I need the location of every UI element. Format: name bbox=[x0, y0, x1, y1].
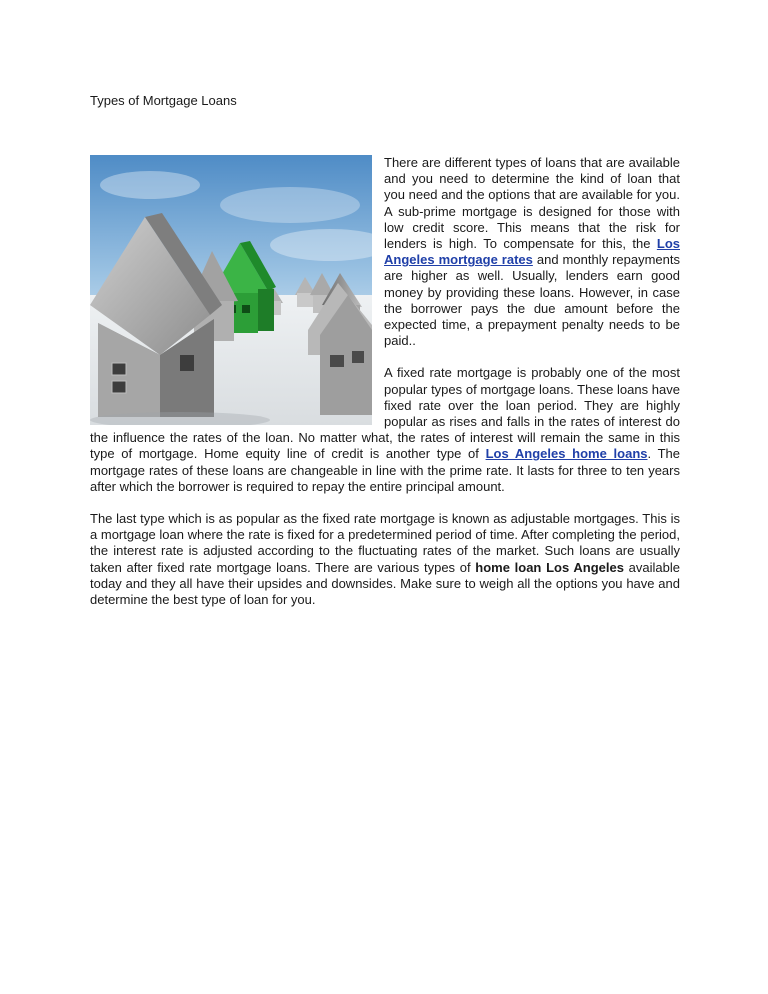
los-angeles-mortgage-rates-link[interactable]: Los Angeles mortgage rates bbox=[384, 236, 680, 268]
article-body bbox=[90, 155, 680, 608]
houses-illustration bbox=[90, 155, 372, 425]
paragraph-3-text-end: available today and they all have their upsides and downsides. Make sure to weigh all the options you have and determine the best type of loan for you. bbox=[90, 559, 680, 608]
paragraph-2-text-start: A fixed rate mortgage is probably one of the most popular types of mortgage loans. These loans have fixed rate over the loan period. They are highly popular as rises and falls in the rates of interest do the influence the rates of the loan. No matter what, the rates of interest will remain the same in this type of mortgage. Home equity line of credit is another type of bbox=[90, 365, 680, 462]
document-title: Types of Mortgage Loans bbox=[90, 93, 237, 108]
paragraph-2-text-end: . The mortgage rates of these loans are changeable in line with the prime rate. It lasts for three to ten years after which the borrower is required to repay the entire principal amount. bbox=[90, 446, 680, 494]
paragraph-1-text-end: and monthly repayments are higher as well. Usually, lenders earn good money by providing these loans. However, in case the borrower pays the due amount before the expected time, a prepayment penalty needs to be paid.. bbox=[384, 252, 680, 349]
paragraph-1-text-start: There are different types of loans that are available and you need to determine the kind of loan that you need and the options that are available for you. A sub-prime mortgage is designed for those with low credit score. This means that the risk for lenders is high. To compensate for this, the bbox=[384, 155, 680, 252]
paragraph-3-text-start: The last type which is as popular as the fixed rate mortgage is known as adjustable mortgages. This is a mortgage loan where the rate is fixed for a predetermined period of time. After completing the period, the interest rate is adjusted according to the fluctuating rates of the market. Such loans are usually taken after fixed rate mortgage loans. There are various types of bbox=[90, 511, 680, 575]
home-loan-los-angeles-bold: home loan Los Angeles bbox=[475, 559, 624, 575]
paragraph-3 bbox=[90, 511, 680, 608]
los-angeles-home-loans-link[interactable]: Los Angeles home loans bbox=[485, 446, 648, 462]
